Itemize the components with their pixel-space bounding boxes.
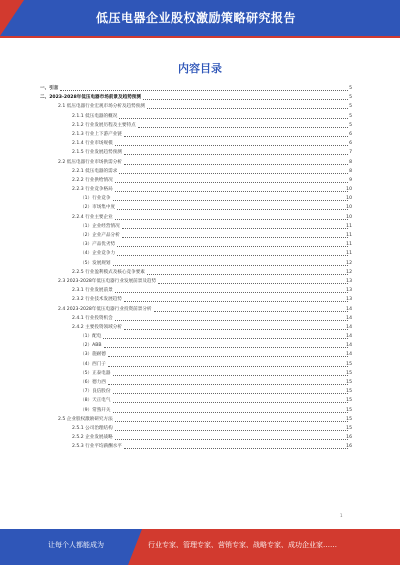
toc-entry-page: 15 (346, 389, 352, 395)
toc-entry-page: 14 (346, 352, 352, 358)
toc-entry[interactable] (0, 352, 400, 361)
toc-entry-page: 12 (346, 269, 352, 275)
toc-entry[interactable] (0, 242, 400, 251)
toc-leader-dots (115, 191, 348, 192)
toc-entry[interactable] (0, 408, 400, 417)
toc-entry[interactable] (0, 297, 400, 306)
toc-entry[interactable] (0, 325, 400, 334)
toc-entry-label: （2）ABB (80, 343, 102, 349)
toc-leader-dots (124, 154, 348, 155)
toc-entry-label: （9）常熟开关 (80, 407, 111, 413)
toc-leader-dots (117, 246, 348, 247)
toc-entry-page: 16 (346, 435, 352, 441)
toc-leader-dots (138, 127, 348, 128)
toc-entry-page: 11 (346, 223, 352, 229)
toc-leader-dots (147, 274, 348, 275)
toc-title: 内容目录 (178, 62, 222, 75)
toc-entry-page: 7 (349, 150, 352, 156)
toc-entry-label: 2.1.2 行业发展历程及主要特点 (72, 122, 136, 128)
toc-entry[interactable] (0, 86, 400, 95)
toc-entry-label: （4）企业竞争力 (80, 251, 116, 257)
toc-leader-dots (124, 164, 348, 165)
toc-entry-label: （4）西门子 (80, 361, 106, 367)
toc-entry-label: 2.1.4 行业市场规模 (72, 141, 113, 147)
toc-leader-dots (122, 237, 348, 238)
toc-entry-page: 13 (346, 297, 352, 303)
toc-entry-page: 11 (346, 242, 352, 248)
toc-leader-dots (103, 338, 348, 339)
toc-entry[interactable] (0, 343, 400, 352)
toc-entry[interactable] (0, 307, 400, 316)
toc-leader-dots (115, 430, 348, 431)
toc-entry[interactable] (0, 362, 400, 371)
toc-entry-label: 二、2023-2028年低压电器市场前景及趋势预测 (40, 95, 141, 101)
toc-leader-dots (124, 329, 348, 330)
toc-entry-page: 6 (349, 141, 352, 147)
toc-entry-label: （7）良信股份 (80, 389, 111, 395)
toc-entry-page: 11 (346, 251, 352, 257)
toc-entry-page: 13 (346, 278, 352, 284)
toc-entry-label: （2）企业产品分析 (80, 233, 120, 238)
toc-leader-dots (117, 255, 348, 256)
toc-entry-label: 2.4.2 主要投资领域分析 (72, 324, 122, 330)
page-number: 1 (340, 513, 343, 518)
toc-entry-label: 2.3.2 行业技术发展趋势 (72, 297, 122, 303)
toc-entry-page: 15 (346, 370, 352, 376)
toc-entry-page: 6 (349, 131, 352, 137)
toc-entry-page: 8 (349, 168, 352, 174)
toc-entry-label: 一、引言 (40, 86, 59, 91)
toc-leader-dots (154, 311, 348, 312)
toc-leader-dots (115, 145, 348, 146)
toc-leader-dots (113, 265, 348, 266)
toc-leader-dots (124, 301, 348, 302)
toc-entry-label: 2.2.2 行业供给情况 (72, 177, 113, 183)
toc-leader-dots (158, 283, 348, 284)
footer-slogan-left: 让每个人都能成为 (48, 541, 104, 549)
toc-entry[interactable] (0, 389, 400, 398)
header-divider (0, 36, 400, 38)
toc-leader-dots (108, 366, 348, 367)
footer-slogan-right: 行业专家、管理专家、营销专家、战略专家、成功企业家…… (148, 541, 337, 549)
toc-entry-label: 2.1.3 行业上下游产业链 (72, 131, 122, 137)
toc-entry-page: 8 (349, 159, 352, 165)
toc-leader-dots (119, 173, 348, 174)
toc-entry[interactable] (0, 435, 400, 444)
toc-leader-dots (124, 448, 348, 449)
toc-entry[interactable] (0, 114, 400, 123)
toc-leader-dots (115, 320, 348, 321)
toc-entry-label: （5）发展规划 (80, 260, 111, 266)
toc-leader-dots (108, 384, 348, 385)
toc-leader-dots (119, 118, 348, 119)
toc-list (0, 86, 400, 454)
toc-entry-label: （1）配电 (80, 334, 102, 340)
toc-entry-label: 2.1.1 低压电器的概况 (72, 113, 118, 119)
header-bar (0, 0, 400, 36)
toc-entry[interactable] (0, 288, 400, 297)
toc-entry-label: 2.3.1 行业发展前景 (72, 288, 113, 294)
toc-entry-page: 9 (349, 177, 352, 183)
toc-leader-dots (113, 412, 348, 413)
toc-entry-label: 2.3 2023-2028年低压电器行业发展前景及趋势 (58, 278, 157, 284)
footer-divider-shape (128, 529, 142, 565)
toc-leader-dots (104, 347, 348, 348)
toc-entry-label: 2.2.1 低压电器的需求 (72, 168, 118, 174)
toc-entry-page: 15 (346, 407, 352, 413)
toc-entry-label: 2.1 低压电器行业宏观市场分析及趋势预测 (58, 104, 145, 110)
toc-leader-dots (113, 393, 348, 394)
toc-entry-label: 2.1.5 行业发展趋势预测 (72, 150, 122, 156)
toc-entry-label: 2.4 2023-2028年低压电器行业投资前景分析 (58, 306, 152, 312)
toc-entry[interactable] (0, 160, 400, 169)
toc-entry[interactable] (0, 426, 400, 435)
toc-leader-dots (147, 108, 348, 109)
toc-entry-label: 2.5.1 公司治理结构 (72, 425, 113, 431)
toc-entry-page: 14 (346, 306, 352, 312)
toc-entry-page: 15 (346, 380, 352, 385)
toc-entry[interactable] (0, 205, 400, 214)
toc-entry[interactable] (0, 104, 400, 113)
toc-leader-dots (60, 90, 348, 91)
toc-entry-page: 10 (346, 187, 352, 193)
toc-entry-page: 10 (346, 196, 352, 202)
toc-leader-dots (143, 99, 348, 100)
toc-entry-page: 16 (346, 444, 352, 450)
toc-leader-dots (113, 402, 348, 403)
toc-entry-page: 14 (346, 334, 352, 340)
toc-leader-dots (115, 421, 348, 422)
toc-entry[interactable] (0, 178, 400, 187)
toc-entry-label: 2.2.4 行业主要企业 (72, 214, 113, 220)
toc-entry[interactable] (0, 279, 400, 288)
toc-entry-label: 2.4.1 行业投资机会 (72, 315, 113, 321)
toc-entry[interactable] (0, 261, 400, 270)
toc-entry[interactable] (0, 398, 400, 407)
toc-entry[interactable] (0, 270, 400, 279)
toc-entry[interactable] (0, 316, 400, 325)
toc-entry[interactable] (0, 444, 400, 453)
toc-entry-label: （5）正泰电器 (80, 370, 111, 376)
toc-entry-page: 5 (349, 122, 352, 128)
toc-entry[interactable] (0, 233, 400, 242)
toc-entry[interactable] (0, 417, 400, 426)
toc-leader-dots (115, 182, 348, 183)
toc-entry[interactable] (0, 224, 400, 233)
toc-entry-page: 13 (346, 288, 352, 294)
toc-leader-dots (115, 219, 348, 220)
toc-leader-dots (115, 439, 348, 440)
toc-entry[interactable] (0, 169, 400, 178)
toc-entry[interactable] (0, 380, 400, 389)
toc-entry[interactable] (0, 150, 400, 159)
toc-entry-label: 2.2 低压电器行业市场供需分析 (58, 159, 122, 165)
toc-entry-label: （3）施耐德 (80, 352, 106, 358)
toc-entry-page: 11 (346, 233, 352, 238)
toc-entry-page: 15 (346, 425, 352, 431)
toc-entry[interactable] (0, 187, 400, 196)
toc-entry[interactable] (0, 196, 400, 205)
toc-entry-page: 15 (346, 398, 352, 404)
toc-entry-label: （6）德力西 (80, 380, 106, 385)
toc-entry[interactable] (0, 215, 400, 224)
toc-leader-dots (117, 209, 348, 210)
toc-entry-label: 2.5.3 行业平均薪酬水平 (72, 444, 122, 450)
toc-entry-page: 14 (346, 315, 352, 321)
toc-entry[interactable] (0, 371, 400, 380)
toc-leader-dots (113, 375, 348, 376)
toc-entry-page: 15 (346, 416, 352, 422)
toc-entry-page: 10 (346, 205, 352, 211)
toc-leader-dots (122, 228, 348, 229)
footer-bar (0, 529, 400, 565)
toc-leader-dots (115, 292, 348, 293)
toc-entry-page: 5 (349, 95, 352, 101)
toc-entry-page: 14 (346, 324, 352, 330)
toc-leader-dots (108, 356, 348, 357)
toc-entry[interactable] (0, 95, 400, 104)
toc-entry-page: 5 (349, 86, 352, 91)
toc-leader-dots (124, 136, 348, 137)
toc-entry-label: 2.2.5 行业盈利模式及核心竞争要素 (72, 269, 145, 275)
toc-entry-label: （8）天正电气 (80, 398, 111, 404)
toc-entry-label: 2.5 企业股权激励研究方法 (58, 416, 113, 422)
toc-entry-label: （1）行业竞争 (80, 196, 111, 202)
toc-entry-page: 12 (346, 260, 352, 266)
toc-entry-label: 2.5.2 企业发展战略 (72, 435, 113, 441)
report-title: 低压电器企业股权激励策略研究报告 (96, 11, 297, 25)
toc-entry-page: 15 (346, 361, 352, 367)
toc-entry-label: （1）企业经营情况 (80, 223, 120, 229)
toc-leader-dots (113, 200, 348, 201)
toc-entry-page: 5 (349, 113, 352, 119)
toc-entry[interactable] (0, 141, 400, 150)
toc-entry-page: 5 (349, 104, 352, 110)
toc-entry-label: 2.2.3 行业竞争格局 (72, 187, 113, 193)
toc-entry-page: 14 (346, 343, 352, 349)
toc-entry[interactable] (0, 334, 400, 343)
toc-entry-label: （3）产品优劣势 (80, 242, 116, 248)
toc-entry[interactable] (0, 251, 400, 260)
toc-entry[interactable] (0, 123, 400, 132)
header-red-accent (0, 0, 24, 36)
toc-entry[interactable] (0, 132, 400, 141)
toc-entry-page: 10 (346, 214, 352, 220)
toc-entry-label: （2）市场集中度 (80, 205, 116, 211)
